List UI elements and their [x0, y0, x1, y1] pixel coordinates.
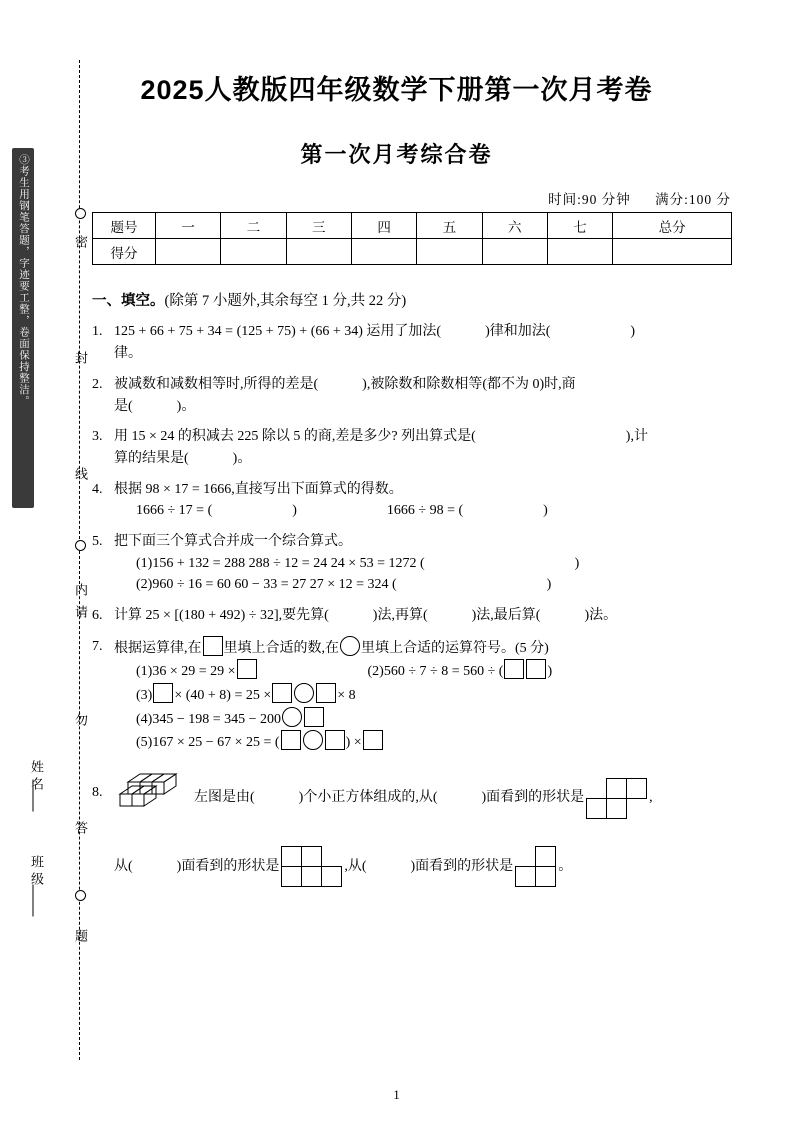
- answer-box[interactable]: [203, 636, 223, 656]
- page-title: 2025人教版四年级数学下册第一次月考卷: [140, 75, 653, 105]
- col-total: 总分: [613, 213, 732, 239]
- question-6: [92, 605, 740, 627]
- question-2-text-d: )。: [176, 398, 196, 414]
- answer-box[interactable]: [281, 730, 301, 750]
- question-4-line-1: 根据 98 × 17 = 1666,直接写出下面算式的得数。: [114, 481, 403, 497]
- question-5-sub-1-text: (1)156 + 132 = 288 288 ÷ 12 = 24 24 × 53 = 1272 (: [136, 555, 425, 571]
- question-8-number: 8.: [92, 785, 103, 801]
- exam-content: [92, 290, 740, 887]
- shape-front-view: [586, 778, 647, 819]
- question-5-number: 5.: [92, 533, 103, 549]
- question-7-line-1: [114, 636, 740, 660]
- question-4: [92, 479, 740, 522]
- question-6-number: 6.: [92, 608, 103, 624]
- question-7-sub-3: [114, 683, 740, 707]
- answer-box[interactable]: [153, 683, 173, 703]
- exam-meta: [528, 188, 731, 208]
- class-field-label: 班级: [29, 855, 44, 889]
- question-5-sub-2: [114, 574, 740, 596]
- question-1-line-2: 律。: [114, 346, 142, 362]
- question-8-text-f: )面看到的形状是: [176, 858, 280, 874]
- question-3: [92, 426, 740, 469]
- col-6: 六: [482, 213, 547, 239]
- shape-side-view: [515, 846, 556, 887]
- answer-circle[interactable]: [303, 730, 323, 750]
- question-4-expr-1: 1666 ÷ 17 = (: [136, 503, 213, 519]
- score-cell-1[interactable]: [156, 239, 221, 265]
- question-6-line-1: [114, 605, 740, 627]
- seal-line-text: 密 封 线 内: [73, 235, 88, 640]
- answer-box[interactable]: [272, 683, 292, 703]
- question-7-sub-3-text-a: (3): [136, 688, 153, 704]
- binding-hole-icon: [75, 208, 86, 219]
- question-4-expr-2-end: ): [543, 503, 548, 519]
- question-6-text-d: )法。: [584, 608, 618, 624]
- score-cell-2[interactable]: [221, 239, 286, 265]
- question-4-line-2: [114, 500, 740, 522]
- col-5: 五: [417, 213, 482, 239]
- question-5-sub-1: [114, 553, 740, 575]
- question-3-text-d: )。: [232, 450, 252, 466]
- question-8-text-i: 。: [558, 858, 573, 874]
- question-7-sub-2-end: ): [547, 664, 553, 680]
- question-7-sub-5-text-a: (5)167 × 25 − 67 × 25 = (: [136, 735, 280, 751]
- score-table: [92, 212, 732, 265]
- question-3-line-1: [114, 426, 740, 448]
- name-field-label: 姓名: [29, 760, 44, 794]
- score-cell-6[interactable]: [482, 239, 547, 265]
- score-cell-5[interactable]: [417, 239, 482, 265]
- question-6-text-c: )法,最后算(: [471, 608, 541, 624]
- question-7-number: 7.: [92, 638, 103, 654]
- question-3-line-2: [114, 448, 740, 470]
- question-8-text-d: ,: [649, 790, 653, 806]
- question-1-line-1: [114, 321, 740, 343]
- question-7: [92, 636, 740, 754]
- exam-note-text: ③考生用钢笔答题，字迹要工整，卷面保持整洁。: [18, 154, 29, 407]
- question-1-text-b: )律和加法(: [485, 324, 551, 340]
- question-8-text-c: )面看到的形状是: [481, 790, 585, 806]
- question-2-text-a: 被减数和减数相等时,所得的差是(: [114, 376, 319, 392]
- question-2-line-2: [114, 396, 740, 418]
- question-2-text-c: 是(: [114, 398, 133, 414]
- question-8-text-e: 从(: [114, 858, 133, 874]
- question-3-text-b: ),计: [625, 429, 648, 445]
- answer-circle[interactable]: [294, 683, 314, 703]
- page-subtitle: 第一次月考综合卷: [300, 142, 493, 167]
- question-2-text-b: ),被除数和除数相等(都不为 0)时,商: [362, 376, 576, 392]
- question-8-text-a: 左图是由(: [194, 790, 255, 806]
- answer-box[interactable]: [237, 659, 257, 679]
- question-8: [92, 768, 740, 887]
- question-5: [92, 531, 740, 596]
- cube-stack-figure: [116, 768, 190, 828]
- question-7-sub-3-text-b: × (40 + 8) = 25 ×: [174, 688, 272, 704]
- question-7-sub-1: [114, 659, 740, 683]
- score-cell-total[interactable]: [613, 239, 732, 265]
- question-5-sub-1-end: ): [574, 555, 580, 571]
- col-7: 七: [547, 213, 612, 239]
- question-5-sub-2-end: ): [546, 577, 552, 593]
- name-field-line: [33, 780, 34, 812]
- question-4-expr-2: 1666 ÷ 98 = (: [386, 503, 464, 519]
- question-7-sub-4-text: (4)345 − 198 = 345 − 200: [136, 711, 282, 727]
- table-row-question-numbers: [93, 213, 732, 239]
- question-6-text-b: )法,再算(: [372, 608, 428, 624]
- question-3-text-a: 用 15 × 24 的积减去 225 除以 5 的商,差是多少? 列出算式是(: [114, 429, 476, 445]
- question-1-text-a: 125 + 66 + 75 + 34 = (125 + 75) + (66 + 34) 运用了加法(: [114, 324, 442, 340]
- score-cell-4[interactable]: [351, 239, 416, 265]
- answer-box[interactable]: [504, 659, 524, 679]
- section-1-heading: [92, 290, 740, 312]
- question-8-text-b: )个小正方体组成的,从(: [298, 790, 438, 806]
- row-label-question: 题号: [93, 213, 156, 239]
- answer-box[interactable]: [316, 683, 336, 703]
- question-4-expr-1-end: ): [292, 503, 297, 519]
- answer-box[interactable]: [304, 707, 324, 727]
- question-3-text-c: 算的结果是(: [114, 450, 189, 466]
- question-7-sub-5-text-b: ) ×: [345, 735, 362, 751]
- answer-box[interactable]: [325, 730, 345, 750]
- question-7-text-a: 根据运算律,在: [114, 640, 202, 656]
- question-5-line-1: 把下面三个算式合并成一个综合算式。: [114, 533, 352, 549]
- question-7-sub-3-text-c: × 8: [337, 688, 356, 704]
- answer-circle[interactable]: [340, 636, 360, 656]
- score-cell-7[interactable]: [547, 239, 612, 265]
- exam-note-box: [12, 148, 34, 508]
- question-5-sub-2-text: (2)960 ÷ 16 = 60 60 − 33 = 27 27 × 12 = 324 (: [136, 577, 397, 593]
- question-3-number: 3.: [92, 429, 103, 445]
- question-2-line-1: [114, 374, 740, 396]
- question-1-text-c: ): [630, 324, 636, 340]
- table-row-scores: [93, 239, 732, 265]
- section-1-title: 一、填空。: [92, 293, 165, 309]
- total-score-label: 满分:100 分: [655, 192, 731, 207]
- question-1: [92, 321, 740, 364]
- col-3: 三: [286, 213, 351, 239]
- question-2: [92, 374, 740, 417]
- question-6-text-a: 计算 25 × [(180 + 492) ÷ 32],要先算(: [114, 608, 329, 624]
- question-4-number: 4.: [92, 481, 103, 497]
- question-8-text-g: ,从(: [344, 858, 367, 874]
- time-label: 时间:90 分钟: [548, 192, 631, 207]
- question-7-sub-4: [114, 707, 740, 731]
- answer-box[interactable]: [526, 659, 546, 679]
- binding-strip: [30, 60, 90, 1060]
- score-cell-3[interactable]: [286, 239, 351, 265]
- question-2-number: 2.: [92, 376, 103, 392]
- col-2: 二: [221, 213, 286, 239]
- question-8-text-h: )面看到的形状是: [410, 858, 514, 874]
- question-7-text-c: 里填上合适的运算符号。(5 分): [361, 640, 549, 656]
- class-field-line: [33, 885, 34, 917]
- question-7-text-b: 里填上合适的数,在: [223, 640, 339, 656]
- row-label-score: 得分: [93, 239, 156, 265]
- col-4: 四: [351, 213, 416, 239]
- page-number: 1: [393, 1087, 400, 1102]
- no-answer-text: 请 勿 答 题: [73, 605, 88, 982]
- question-7-sub-5: [114, 730, 740, 754]
- question-7-sub-2-text: (2)560 ÷ 7 ÷ 8 = 560 ÷ (: [367, 664, 504, 680]
- col-1: 一: [156, 213, 221, 239]
- section-1-note: (除第 7 小题外,其余每空 1 分,共 22 分): [164, 293, 407, 309]
- answer-box[interactable]: [363, 730, 383, 750]
- question-7-sub-1-text: (1)36 × 29 = 29 ×: [136, 664, 236, 680]
- answer-circle[interactable]: [282, 707, 302, 727]
- shape-top-view: [281, 846, 342, 887]
- question-1-number: 1.: [92, 324, 103, 340]
